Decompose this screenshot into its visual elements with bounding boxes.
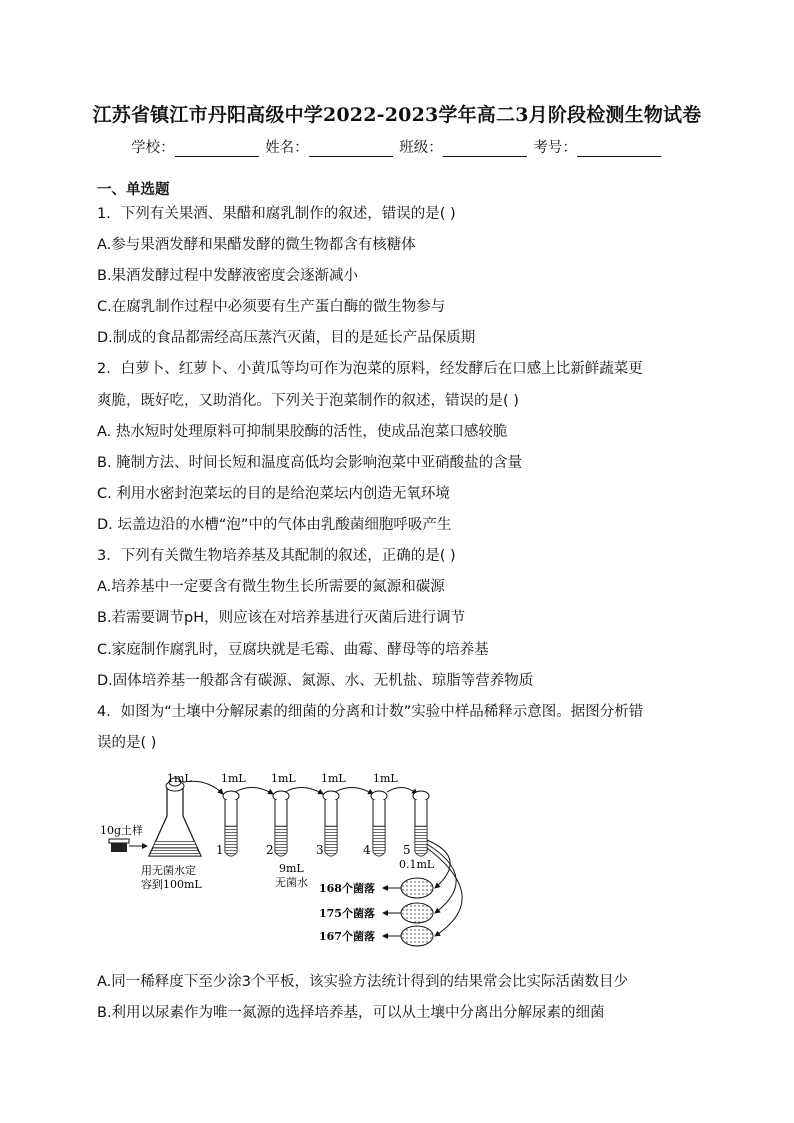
number-blank[interactable] [577, 142, 661, 157]
transfer-label-3: 1mL [271, 772, 296, 785]
test-tube-5-icon [413, 791, 429, 856]
tube-number-5: 5 [403, 843, 411, 857]
question-2-line-1: 2．白萝卜、红萝卜、小黄瓜等均可作为泡菜的原料，经发酵后在口感上比新鲜蔬菜更 [97, 361, 643, 377]
petri-dish-3-icon [401, 926, 433, 946]
school-label: 学校： [131, 140, 175, 156]
question-2-line-2: 爽脆，既好吃，又助消化。下列关于泡菜制作的叙述，错误的是( ) [97, 393, 519, 409]
plate-count-2: 175个菌落 [319, 907, 375, 920]
sterile-water-label: 无菌水 [275, 876, 308, 889]
q3-option-a: A.培养基中一定要含有微生物生长所需要的氮源和碳源 [97, 579, 445, 595]
q1-option-a: A.参与果酒发酵和果醋发酵的微生物都含有核糖体 [97, 237, 416, 253]
tube-number-4: 4 [363, 843, 371, 857]
transfer-label-2: 1mL [221, 772, 246, 785]
q1-option-b: B.果酒发酵过程中发酵液密度会逐渐减小 [97, 268, 359, 284]
section-heading: 一、单选题 [97, 182, 170, 198]
test-tube-2-icon [273, 791, 289, 856]
q4-option-b: B.利用以尿素作为唯一氮源的选择培养基，可以从土壤中分离出分解尿素的细菌 [97, 1005, 605, 1021]
test-tube-3-icon [323, 791, 339, 856]
name-label: 姓名： [265, 140, 309, 156]
name-blank[interactable] [309, 142, 393, 157]
q3-option-b: B.若需要调节pH，则应该在对培养基进行灭菌后进行调节 [97, 610, 466, 626]
sterile-water-volume: 9mL [279, 862, 304, 875]
soil-label: 10g土样 [100, 824, 144, 837]
transfer-label-4: 1mL [321, 772, 346, 785]
q2-option-a: A. 热水短时处理原料可抑制果胶酶的活性，使成品泡菜口感较脆 [97, 424, 508, 440]
dilution-diagram [97, 768, 497, 958]
transfer-label-5: 1mL [373, 772, 398, 785]
conical-flask-icon [149, 778, 201, 856]
page-title: 江苏省镇江市丹阳高级中学2022-2023学年高二3月阶段检测生物试卷 [92, 104, 702, 126]
q1-option-c: C.在腐乳制作过程中必须要有生产蛋白酶的微生物参与 [97, 299, 446, 315]
test-tube-1-icon [223, 791, 239, 856]
q1-option-d: D.制成的食品都需经高压蒸汽灭菌，目的是延长产品保质期 [97, 330, 476, 346]
q3-option-c: C.家庭制作腐乳时，豆腐块就是毛霉、曲霉、酵母等的培养基 [97, 642, 489, 658]
q2-option-d: D. 坛盖边沿的水槽“泡”中的气体由乳酸菌细胞呼吸产生 [97, 517, 452, 533]
student-info-row [0, 136, 794, 157]
class-blank[interactable] [443, 142, 527, 157]
question-4-line-2: 误的是( ) [97, 735, 157, 751]
transfer-label-1: 1mL [167, 772, 192, 785]
tube-number-1: 1 [216, 843, 224, 857]
test-tube-4-icon [371, 791, 387, 856]
q3-option-d: D.固体培养基一般都含有碳源、氮源、水、无机盐、琼脂等营养物质 [97, 673, 534, 689]
question-3: 3．下列有关微生物培养基及其配制的叙述，正确的是( ) [97, 548, 456, 564]
q4-option-a: A.同一稀释度下至少涂3个平板，该实验方法统计得到的结果常会比实际活菌数目少 [97, 974, 628, 990]
school-blank[interactable] [175, 142, 259, 157]
flask-label-line-1: 用无菌水定 [141, 864, 196, 877]
class-label: 班级： [399, 140, 443, 156]
number-label: 考号： [533, 140, 577, 156]
q2-option-c: C. 利用水密封泡菜坛的目的是给泡菜坛内创造无氧环境 [97, 486, 450, 502]
petri-dish-2-icon [401, 903, 433, 923]
tube-number-2: 2 [266, 843, 274, 857]
plating-volume: 0.1mL [399, 858, 435, 871]
question-1: 1．下列有关果酒、果醋和腐乳制作的叙述，错误的是( ) [97, 206, 456, 222]
question-4-line-1: 4．如图为“土壤中分解尿素的细菌的分离和计数”实验中样品稀释示意图。据图分析错 [97, 704, 644, 720]
plate-count-3: 167个菌落 [319, 930, 375, 943]
petri-dish-1-icon [401, 878, 433, 898]
tube-number-3: 3 [316, 843, 324, 857]
q2-option-b: B. 腌制方法、时间长短和温度高低均会影响泡菜中亚硝酸盐的含量 [97, 455, 523, 471]
plate-count-1: 168个菌落 [319, 882, 375, 895]
flask-label-line-2: 容到100mL [141, 878, 202, 891]
